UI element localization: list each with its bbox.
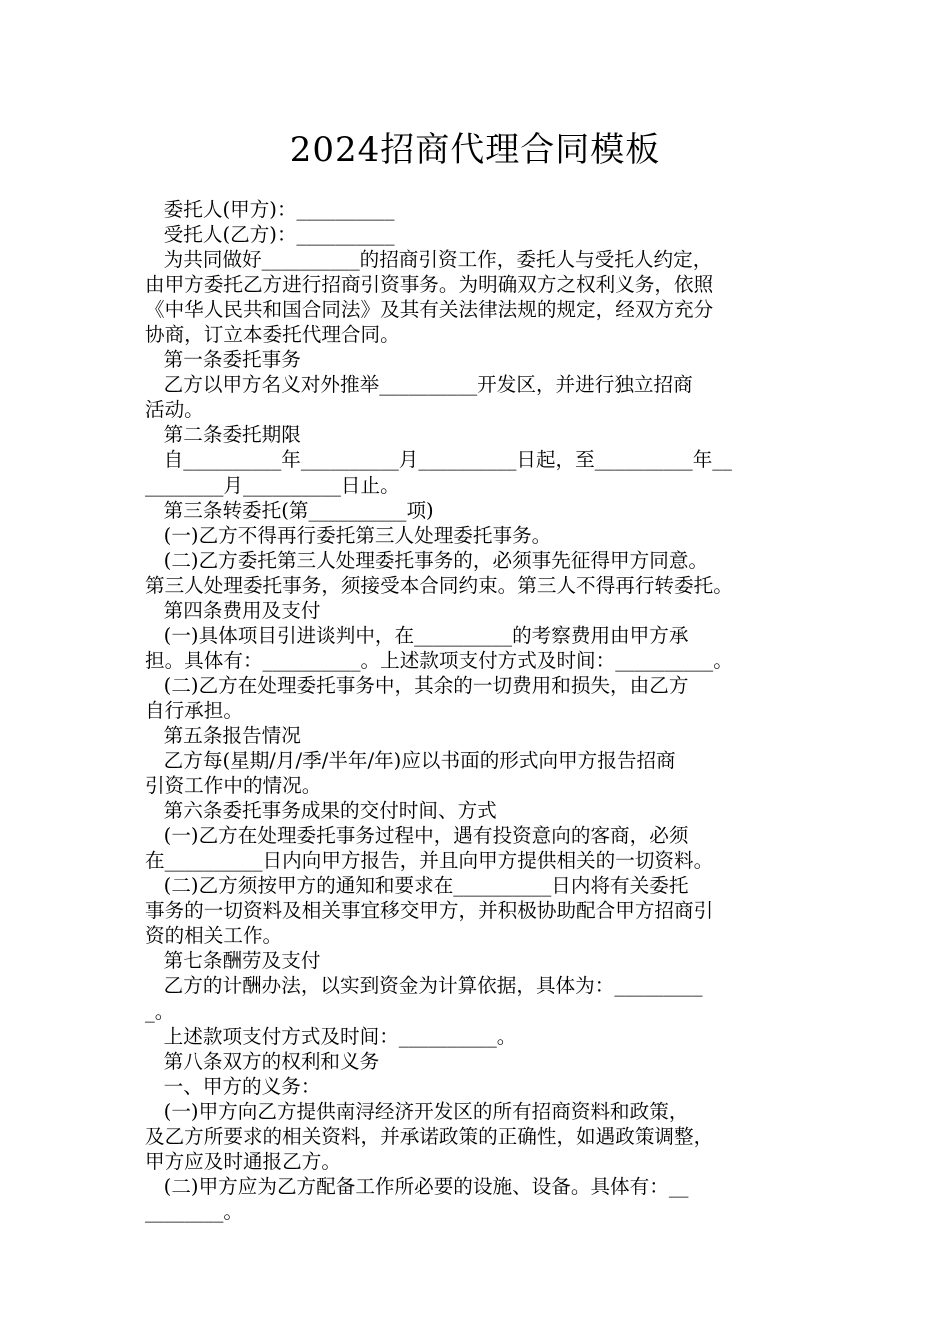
document-line: 第六条委托事务成果的交付时间、方式	[145, 799, 497, 823]
document-line: ________月__________日止。	[145, 473, 400, 497]
document-line: (二)乙方须按甲方的通知和要求在__________日内将有关委托	[145, 874, 689, 898]
document-line: (二)乙方委托第三人处理委托事务的，必须事先征得甲方同意。	[145, 548, 709, 572]
document-line: 甲方应及时通报乙方。	[145, 1149, 341, 1173]
document-line: _。	[145, 999, 175, 1023]
document-line: 乙方以甲方名义对外推举__________开发区，并进行独立招商	[145, 373, 693, 397]
document-line: (一)乙方不得再行委托第三人处理委托事务。	[145, 523, 552, 547]
document-line: 第五条报告情况	[145, 723, 301, 747]
document-line: ________。	[145, 1199, 243, 1223]
document-line: 自__________年__________月__________日起，至__________年__	[145, 448, 732, 472]
document-line: 活动。	[145, 398, 204, 422]
document-line: (二)乙方在处理委托事务中，其余的一切费用和损失，由乙方	[145, 673, 689, 697]
document-line: 第四条费用及支付	[145, 598, 321, 622]
document-line: 及乙方所要求的相关资料，并承诺政策的正确性，如遇政策调整，	[145, 1124, 714, 1148]
document-line: 受托人(乙方)：__________	[145, 223, 395, 247]
document-line: (一)具体项目引进谈判中，在__________的考察费用由甲方承	[145, 623, 689, 647]
document-line: 事务的一切资料及相关事宜移交甲方，并积极协助配合甲方招商引	[145, 899, 714, 923]
document-line: (一)甲方向乙方提供南浔经济开发区的所有招商资料和政策，	[145, 1099, 689, 1123]
document-line: 引资工作中的情况。	[145, 774, 322, 798]
document-line: (一)乙方在处理委托事务过程中，遇有投资意向的客商，必须	[145, 824, 689, 848]
document-line: 在__________日内向甲方报告，并且向甲方提供相关的一切资料。	[145, 849, 714, 873]
document-line: 自行承担。	[145, 698, 243, 722]
document-line: 第三人处理委托事务，须接受本合同约束。第三人不得再行转委托。	[145, 573, 733, 597]
document-line: 由甲方委托乙方进行招商引资事务。为明确双方之权利义务，依照	[145, 273, 714, 297]
document-line: 第二条委托期限	[145, 423, 301, 447]
document-line: 担。具体有：__________。上述款项支付方式及时间：__________。	[145, 648, 733, 672]
document-line: 委托人(甲方)：__________	[145, 198, 395, 221]
document-line: 一、甲方的义务：	[145, 1074, 321, 1098]
document-line: 第一条委托事务	[145, 348, 301, 372]
document-line: 上述款项支付方式及时间：__________。	[145, 1024, 517, 1048]
document-line: 为共同做好__________的招商引资工作，委托人与受托人约定，	[145, 248, 713, 272]
document-line: 第八条双方的权利和义务	[145, 1049, 380, 1073]
document-title: 2024招商代理合同模板	[289, 130, 661, 170]
document-line: 协商，订立本委托代理合同。	[145, 323, 400, 347]
document-body	[145, 197, 810, 1224]
document-line: 《中华人民共和国合同法》及其有关法律法规的规定，经双方充分	[145, 298, 714, 322]
document-line: (二)甲方应为乙方配备工作所必要的设施、设备。具体有：__	[145, 1174, 689, 1198]
document-line: 乙方的计酬办法，以实到资金为计算依据，具体为：_________	[145, 974, 703, 998]
document-line: 乙方每(星期/月/季/半年/年)应以书面的形式向甲方报告招商	[145, 749, 676, 773]
document-line: 资的相关工作。	[145, 924, 283, 948]
document-line: 第三条转委托(第__________项)	[145, 498, 434, 522]
document-line: 第七条酬劳及支付	[145, 949, 321, 973]
